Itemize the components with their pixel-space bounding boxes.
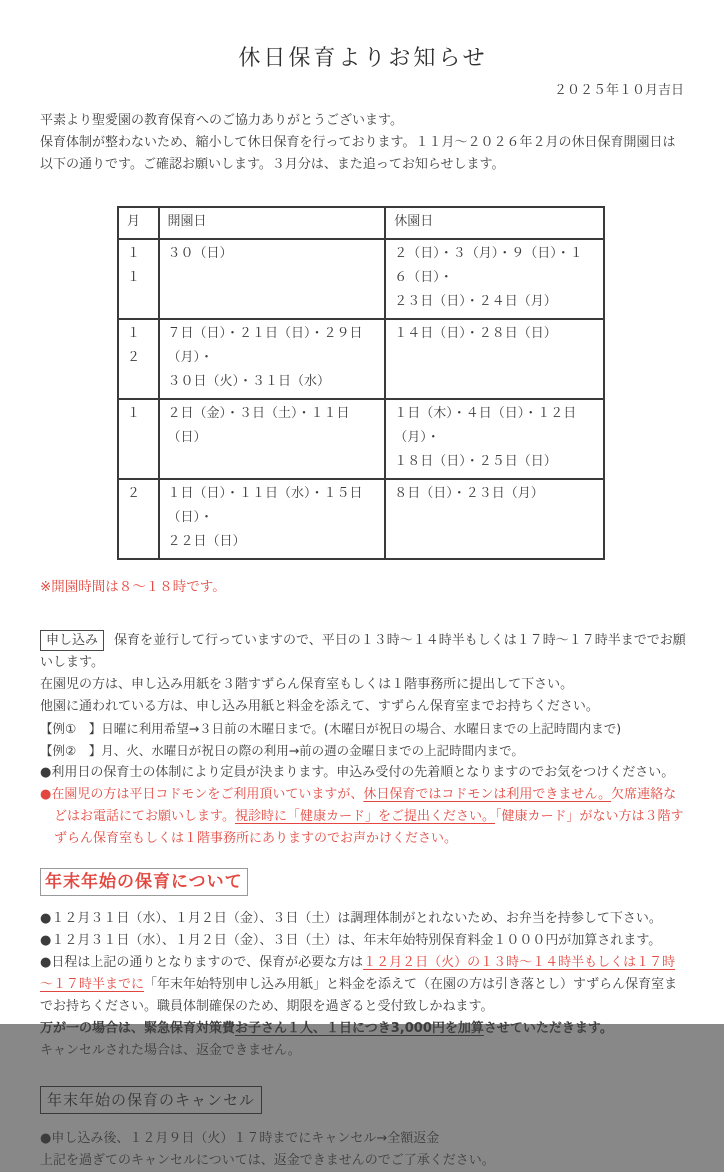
month-cell: １ [118, 399, 159, 479]
closed-days-line: ２３日（日）・２４日（月） [394, 294, 557, 309]
schedule-text-1: ●日程は上記の通りとなりますので、保育が必要な方は [40, 955, 364, 970]
open-days-line: ３０日（火）・３１日（水） [167, 374, 331, 389]
header-month: 月 [118, 207, 159, 239]
codmon-red-bullet [40, 784, 686, 850]
open-days-line: ２日（金）・３日（土）・１１日（日） [167, 406, 350, 445]
closed-days-line: １８日（日）・２５日（日） [394, 454, 557, 469]
month-cell: １１ [118, 239, 159, 319]
page-title: 休日保育よりお知らせ [238, 46, 488, 71]
table-row-february [118, 479, 604, 559]
open-days-line: １日（日）・１１日（水）・１５日（日）・ [167, 486, 363, 525]
codmon-underline-2: 視診時に「健康カード」をご提出ください。 [234, 809, 495, 824]
cancellation-bullet: ●申し込み後、１２月９日（火）１７時までにキャンセル→全額返金 [40, 1131, 440, 1146]
capacity-bullet: ●利用日の保育士の体制により定員が決まります。申込み受付の先着順となりますのでお気をつけください。 [40, 765, 675, 780]
no-refund-note: キャンセルされた場合は、返金できません。 [40, 1043, 301, 1058]
open-days-cell [159, 399, 386, 479]
emergency-fee-underline: お子さん１人、１日につき3,000円を加算 [235, 1021, 484, 1036]
yearend-care-heading-box: 年末年始の保育について [40, 868, 248, 896]
codmon-text-2: 欠席連絡などはお電話にてお願いします。 [54, 787, 677, 824]
closed-days-cell [385, 399, 604, 479]
application-line-enrolled: 在園児の方は、申し込み用紙を３階すずらん保育室もしくは１階事務所に提出して下さい。 [40, 677, 574, 692]
open-days-cell [159, 319, 386, 399]
example-line-1: 【例① 】日曜に利用希望→３日前の木曜日まで。(木曜日が祝日の場合、水曜日までの上記時間内まで) [40, 721, 622, 736]
open-days-line: ２２日（日） [167, 534, 246, 549]
table-row-january [118, 399, 604, 479]
cancellation-heading-box: 年末年始の保育のキャンセル [40, 1086, 262, 1114]
schedule-table [117, 206, 605, 560]
closed-days-line: １４日（日）・２８日（日） [394, 326, 557, 341]
application-intro-text: 保育を並行して行っていますので、平日の１３時～１４時半もしくは１７時～１７時半まででお願いします。 [40, 633, 686, 670]
open-days-cell [159, 479, 386, 559]
opening-hours-note: ※開園時間は８～１８時です。 [40, 579, 226, 595]
cancellation-heading [40, 1086, 686, 1114]
emergency-text-2: させていただきます。 [483, 1021, 613, 1036]
closed-days-line: ８日（日）・２３日（月） [394, 486, 544, 501]
yearend-bullet-schedule [40, 952, 686, 1018]
closed-days-cell [385, 479, 604, 559]
closed-days-line: ２（日）・３（月）・９（日）・１６（日）・ [394, 246, 583, 285]
emergency-fee-line [40, 1018, 686, 1040]
codmon-text-3: 「健康カード」がない方は３階すずらん保育室もしくは１階事務所にありますのでお声かけください。 [54, 809, 684, 846]
application-label-box: 申し込み [40, 630, 104, 651]
cancellation-note: 上記を過ぎてのキャンセルについては、返金できませんのでご了承ください。 [40, 1153, 495, 1168]
schedule-deadline-underline: １２月２日（火）の１３時～１４時半もしくは１７時～１７時半までに [40, 955, 676, 992]
application-section [40, 630, 686, 850]
closed-days-line: １日（木）・４日（日）・１２日（月）・ [394, 406, 577, 445]
codmon-underline-1: 休日保育ではコドモンは利用できません。 [363, 787, 612, 802]
schedule-text-2: 「年末年始特別申し込み用紙」と料金を添えて（在園の方は引き落とし）すずらん保育室までお持ちください。職員体制確保のため、期限を過ぎると受付致しかねます。 [40, 977, 678, 1014]
table-header-row [118, 207, 604, 239]
open-days-line: ７日（日）・２１日（日）・２９日（月）・ [167, 326, 363, 365]
open-days-line: ３０（日） [167, 246, 233, 261]
header-closed-days: 休園日 [385, 207, 604, 239]
yearend-bullet-fee: ●１２月３１日（水）、１月２日（金）、３日（土）は、年末年始特別保育料金１０００円が加算されます。 [40, 933, 662, 948]
table-row-december [118, 319, 604, 399]
yearend-bullet-bento: ●１２月３１日（水）、１月２日（金）、３日（土）は調理体制がとれないため、お弁当を持参して下さい。 [40, 911, 662, 926]
month-cell: ２ [118, 479, 159, 559]
date-line: ２０２５年１０月吉日 [553, 83, 684, 98]
header-open-days: 開園日 [159, 207, 386, 239]
table-row-november [118, 239, 604, 319]
month-cell: １２ [118, 319, 159, 399]
open-days-cell [159, 239, 386, 319]
intro-line-2: 保育体制が整わないため、縮小して休日保育を行っております。１１月～２０２６年２月の休日保育開園日は以下の通りです。ご確認お願いします。３月分は、また追ってお知らせします。 [40, 135, 676, 172]
emergency-text-1: 万が一の場合は、緊急保育対策費 [40, 1021, 236, 1036]
application-intro-line [40, 630, 686, 674]
closed-days-cell [385, 239, 604, 319]
codmon-text-1: ●在園児の方は平日コドモンをご利用頂いていますが、 [40, 787, 364, 802]
example-line-2: 【例② 】月、火、水曜日が祝日の際の利用→前の週の金曜日までの上記時間内まで。 [40, 743, 524, 758]
closed-days-cell [385, 319, 604, 399]
intro-line-1: 平素より聖愛園の教育保育へのご協力ありがとうございます。 [40, 113, 403, 128]
application-line-other-school: 他園に通われている方は、申し込み用紙と料金を添えて、すずらん保育室までお持ちください。 [40, 699, 599, 714]
yearend-care-heading [40, 868, 686, 896]
